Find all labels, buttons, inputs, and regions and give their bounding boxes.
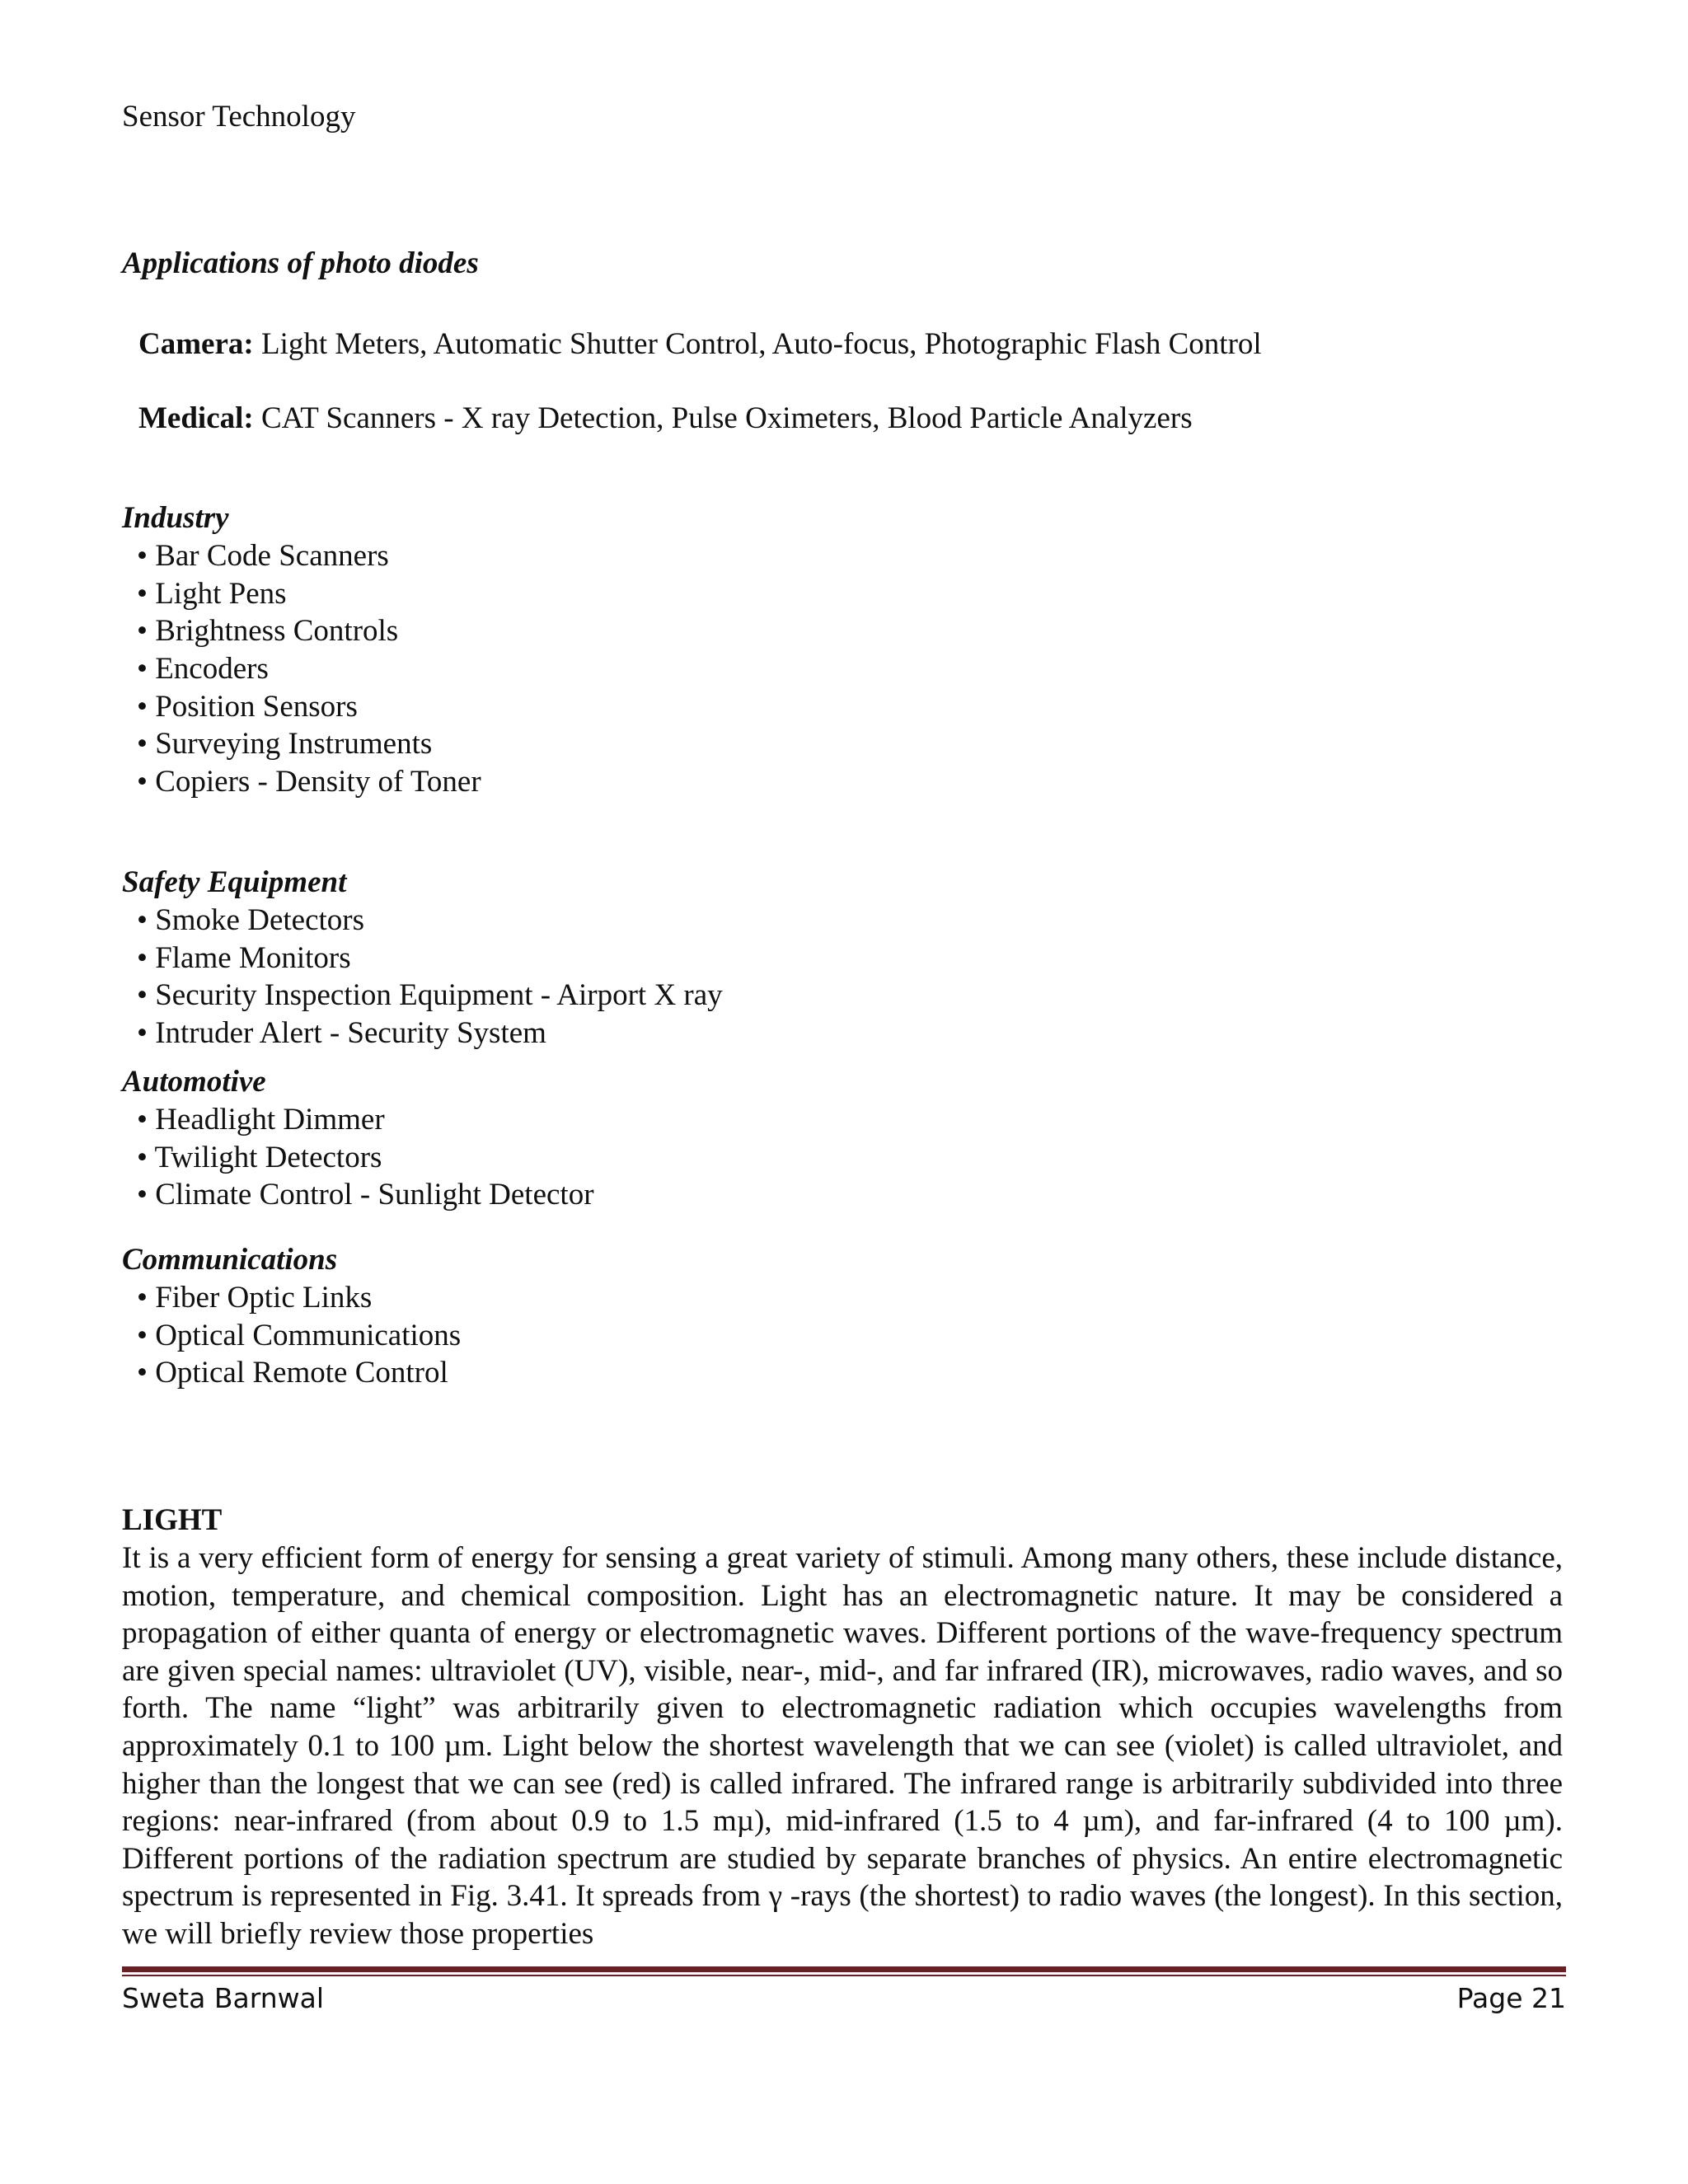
footer-author: Sweta Barnwal (122, 1982, 325, 2014)
list-item: • Flame Monitors (137, 940, 351, 975)
list-item: • Intruder Alert - Security System (137, 1016, 546, 1051)
list-item: • Climate Control - Sunlight Detector (137, 1178, 594, 1212)
camera-text: Light Meters, Automatic Shutter Control, Auto-focus, Photographic Flash Control (253, 327, 1262, 361)
section-heading-automotive: Automotive (122, 1065, 266, 1099)
list-item: • Brightness Controls (137, 614, 399, 649)
light-heading: LIGHT (122, 1503, 223, 1537)
list-item: • Surveying Instruments (137, 727, 433, 762)
applications-title: Applications of photo diodes (122, 246, 479, 280)
page-header-title: Sensor Technology (122, 100, 356, 134)
list-item: • Headlight Dimmer (137, 1103, 385, 1137)
medical-label: Medical: (138, 401, 254, 435)
list-item: • Smoke Detectors (137, 903, 365, 937)
section-heading-industry: Industry (122, 501, 229, 535)
automotive-list (122, 1101, 594, 1214)
footer-page-number: Page 21 (1456, 1982, 1566, 2014)
footer-rule-thin (122, 1975, 1566, 1976)
section-heading-safety-equipment: Safety Equipment (122, 865, 347, 899)
industry-list (122, 537, 481, 801)
footer-rule-thick (122, 1966, 1566, 1972)
camera-line (138, 325, 1262, 364)
communications-list (122, 1279, 461, 1392)
list-item: • Security Inspection Equipment - Airport X ray (137, 978, 723, 1013)
section-heading-communications: Communications (122, 1243, 338, 1277)
camera-label: Camera: (138, 327, 254, 361)
light-paragraph: It is a very efficient form of energy for sensing a great variety of stimuli. Among many others, these include distance, motion, temperature, and chemical composition. Light has an electromagnetic nature. It may be considered a propagation of either quanta of energy or electromagnetic waves. Different portions of the wave-frequency spectrum are given special names: ultraviolet (UV), visible, near-, mid-, and far infrared (IR), microwaves, radio waves, and so forth. The name “light” was arbitrarily given to electromagnetic radiation which occupies wavelengths from approximately 0.1 to 100 µm. Light below the shortest wavelength that we can see (violet) is called ultraviolet, and higher than the longest that we can see (red) is called infrared. The infrared range is arbitrarily subdivided into three regions: near-infrared (from about 0.9 to 1.5 mµ), mid-infrared (1.5 to 4 µm), and far-infrared (4 to 100 µm). Different portions of the radiation spectrum are studied by separate branches of physics. An entire electromagnetic spectrum is represented in Fig. 3.41. It spreads from γ -rays (the shortest) to radio waves (the longest). In this section, we will briefly review those properties (122, 1541, 1563, 1951)
list-item: • Copiers - Density of Toner (137, 765, 481, 799)
list-item: • Optical Remote Control (137, 1356, 448, 1390)
safety-equipment-list (122, 902, 723, 1052)
list-item: • Twilight Detectors (137, 1140, 382, 1174)
list-item: • Fiber Optic Links (137, 1281, 373, 1315)
list-item: • Optical Communications (137, 1318, 462, 1352)
section-communications (122, 1241, 461, 1392)
list-item: • Encoders (137, 652, 269, 687)
medical-text: CAT Scanners - X ray Detection, Pulse Oximeters, Blood Particle Analyzers (253, 401, 1193, 435)
section-automotive (122, 1063, 594, 1214)
list-item: • Bar Code Scanners (137, 539, 389, 573)
list-item: • Light Pens (137, 576, 287, 611)
medical-line (138, 399, 1193, 438)
list-item: • Position Sensors (137, 689, 358, 724)
section-safety-equipment (122, 864, 723, 1052)
section-industry (122, 499, 481, 801)
